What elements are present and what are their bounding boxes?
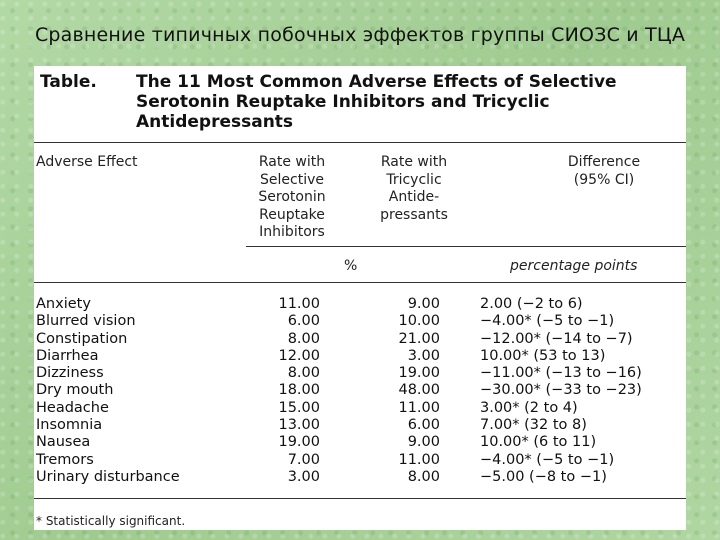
- table-title: The 11 Most Common Adverse Effects of Selective Serotonin Reuptake Inhibitors and Tricyclic Antidepressants: [136, 72, 617, 132]
- cell-ssri: 13.00: [278, 417, 320, 434]
- cell-ssri: 8.00: [287, 330, 320, 347]
- table-row: [34, 296, 686, 313]
- cell-difference: −11.00* (−13 to −16): [480, 365, 642, 382]
- cell-difference: 10.00* (53 to 13): [480, 347, 606, 364]
- cell-ssri: 19.00: [278, 434, 320, 451]
- cell-tca: 3.00: [407, 347, 440, 364]
- cell-ssri: 18.00: [278, 382, 320, 399]
- table-card: [34, 66, 686, 530]
- cell-tca: 48.00: [398, 382, 440, 399]
- cell-tca: 9.00: [407, 296, 440, 312]
- cell-difference: 10.00* (6 to 11): [480, 434, 597, 451]
- heading-rule: [34, 142, 686, 143]
- table-row: [34, 348, 686, 365]
- cell-difference: −5.00 (−8 to −1): [480, 468, 607, 485]
- unit-rate: %: [344, 258, 358, 274]
- cell-ssri: 3.00: [287, 468, 320, 485]
- table-row: [34, 382, 686, 399]
- table-row: [34, 434, 686, 451]
- col-header-difference: Difference (95% CI): [567, 154, 641, 188]
- cell-effect: Urinary disturbance: [36, 468, 180, 485]
- cell-effect: Tremors: [36, 451, 94, 468]
- body-rule: [34, 282, 686, 283]
- cell-ssri: 11.00: [278, 296, 320, 312]
- cell-ssri: 8.00: [287, 365, 320, 382]
- cell-tca: 6.00: [407, 417, 440, 434]
- cell-effect: Dry mouth: [36, 382, 114, 399]
- col-header-ssri: Rate with Selective Serotonin Reuptake Inhibitors: [258, 154, 326, 240]
- cell-difference: 7.00* (32 to 8): [480, 417, 587, 434]
- table-row: [34, 331, 686, 348]
- units-rule: [246, 246, 686, 247]
- cell-ssri: 15.00: [278, 399, 320, 416]
- table-row: [34, 469, 686, 486]
- cell-effect: Anxiety: [36, 296, 91, 312]
- cell-difference: −4.00* (−5 to −1): [480, 313, 615, 330]
- cell-ssri: 12.00: [278, 347, 320, 364]
- cell-difference: −12.00* (−14 to −7): [480, 330, 633, 347]
- cell-difference: −30.00* (−33 to −23): [480, 382, 642, 399]
- unit-difference: percentage points: [510, 258, 638, 274]
- cell-effect: Dizziness: [36, 365, 104, 382]
- cell-tca: 10.00: [398, 313, 440, 330]
- table-row: [34, 400, 686, 417]
- cell-tca: 11.00: [398, 399, 440, 416]
- footnote: * Statistically significant.: [36, 514, 186, 528]
- cell-ssri: 7.00: [287, 451, 320, 468]
- cell-effect: Nausea: [36, 434, 91, 451]
- slide-title: Сравнение типичных побочных эффектов группы СИОЗС и ТЦА: [34, 24, 686, 46]
- table-body: [34, 296, 686, 486]
- cell-effect: Blurred vision: [36, 313, 136, 330]
- cell-difference: 3.00* (2 to 4): [480, 399, 578, 416]
- cell-tca: 11.00: [398, 451, 440, 468]
- cell-tca: 9.00: [407, 434, 440, 451]
- cell-tca: 19.00: [398, 365, 440, 382]
- cell-effect: Insomnia: [36, 417, 103, 434]
- table-row: [34, 365, 686, 382]
- cell-difference: −4.00* (−5 to −1): [480, 451, 615, 468]
- cell-effect: Constipation: [36, 330, 128, 347]
- table-label: Table.: [40, 72, 97, 92]
- footer-rule: [34, 498, 686, 499]
- cell-ssri: 6.00: [287, 313, 320, 330]
- cell-tca: 8.00: [407, 468, 440, 485]
- col-header-tca: Rate with Tricyclic Antide- pressants: [380, 154, 448, 223]
- cell-effect: Headache: [36, 399, 109, 416]
- cell-tca: 21.00: [398, 330, 440, 347]
- col-header-effect: Adverse Effect: [36, 154, 138, 170]
- table-row: [34, 417, 686, 434]
- cell-effect: Diarrhea: [36, 347, 99, 364]
- table-row: [34, 452, 686, 469]
- table-row: [34, 313, 686, 330]
- cell-difference: 2.00 (−2 to 6): [480, 296, 583, 312]
